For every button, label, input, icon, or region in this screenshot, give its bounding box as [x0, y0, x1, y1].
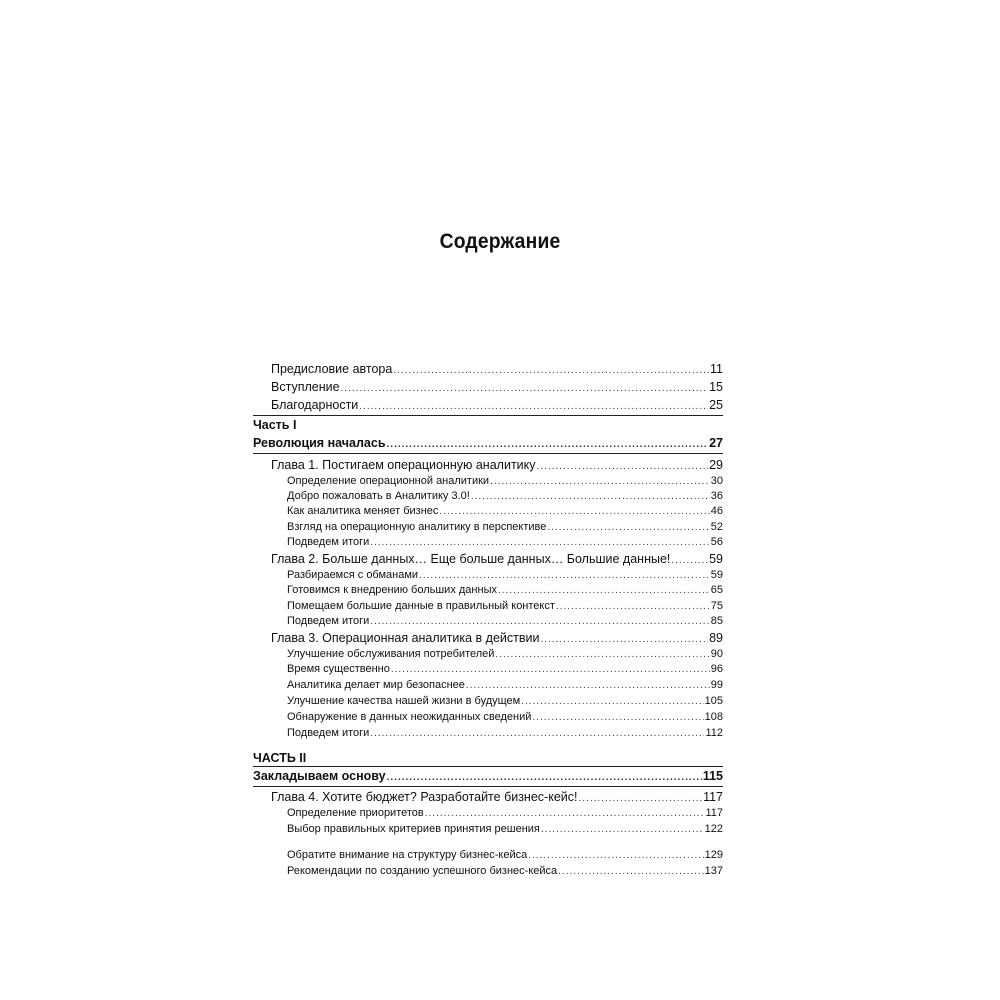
toc-page-number: 15: [709, 380, 723, 394]
leader-dots: [370, 614, 709, 630]
toc-page-number: 117: [705, 807, 723, 819]
toc-entry-label: Время существенно: [287, 663, 390, 675]
toc-entry-label: Подведем итоги: [287, 536, 370, 548]
table-of-contents: [253, 0, 723, 1000]
toc-page-number: 46: [710, 505, 723, 517]
toc-entry-label: Глава 4. Хотите бюджет? Разработайте бизнес-кейс!: [271, 790, 578, 804]
toc-entry-label: Революция началась: [253, 436, 386, 450]
leader-dots: [393, 363, 709, 379]
part-number-label: ЧАСТЬ II: [253, 751, 307, 765]
leader-dots: [532, 710, 703, 726]
toc-entry-label: Предисловие автора: [271, 362, 393, 376]
toc-entry-label: Глава 3. Операционная аналитика в действии: [271, 631, 540, 645]
toc-entry-label: Улучшение качества нашей жизни в будущем: [287, 695, 521, 707]
toc-entry-label: Разбираемся с обманами: [287, 569, 419, 581]
leader-dots: [521, 694, 703, 710]
toc-entry-acknowledgements[interactable]: [271, 397, 723, 415]
toc-entry-label: Подведем итоги: [287, 727, 370, 739]
toc-entry-label: Глава 2. Больше данных… Еще больше данных… Большие данные!: [271, 552, 671, 566]
toc-entry-section[interactable]: [287, 677, 723, 694]
toc-page-number: 108: [704, 711, 723, 723]
leader-dots: [391, 662, 710, 678]
part-number-label: Часть I: [253, 418, 297, 432]
toc-page-number: 115: [702, 769, 723, 783]
toc-entry-preface[interactable]: [271, 361, 723, 379]
toc-entry-label: Благодарности: [271, 398, 359, 412]
toc-page-number: 29: [709, 458, 723, 472]
toc-entry-label: Глава 1. Постигаем операционную аналитику: [271, 458, 536, 472]
leader-dots: [341, 381, 709, 397]
leader-dots: [387, 770, 702, 786]
part-number: [253, 750, 723, 766]
part-divider: [253, 415, 723, 416]
toc-entry-part1[interactable]: [253, 435, 723, 453]
page-title: Содержание: [439, 230, 561, 253]
part-divider: [253, 786, 723, 787]
leader-dots: [370, 535, 709, 551]
toc-page-number: 30: [710, 475, 723, 487]
part-divider: [253, 453, 723, 454]
toc-page-number: 129: [704, 849, 723, 861]
leader-dots: [359, 399, 708, 415]
toc-page-number: 99: [710, 679, 723, 691]
toc-page-number: 85: [710, 615, 723, 627]
toc-entry-label: Закладываем основу: [253, 769, 386, 783]
toc-page-number: 96: [710, 663, 723, 675]
toc-entry-label: Аналитика делает мир безопаснее: [287, 679, 465, 691]
leader-dots: [498, 583, 710, 599]
toc-page-number: 56: [710, 536, 723, 548]
toc-page-number: 52: [710, 521, 723, 533]
toc-page-number: 90: [710, 648, 723, 660]
toc-entry-label: Определение приоритетов: [287, 807, 424, 819]
leader-dots: [370, 726, 704, 742]
toc-page-number: 36: [710, 490, 723, 502]
toc-page-number: 11: [710, 362, 723, 376]
leader-dots: [425, 806, 705, 822]
toc-entry-section[interactable]: [287, 821, 723, 838]
part-divider: [253, 766, 723, 767]
toc-entry-label: Вступление: [271, 380, 340, 394]
toc-entry-label: Определение операционной аналитики: [287, 475, 490, 487]
toc-entry-section[interactable]: [287, 805, 723, 822]
toc-entry-section[interactable]: [287, 709, 723, 726]
toc-entry-section[interactable]: [287, 534, 723, 551]
toc-entry-section[interactable]: [287, 725, 723, 742]
toc-page-number: 27: [709, 436, 723, 450]
toc-entry-label: Рекомендации по созданию успешного бизнес-кейса: [287, 865, 558, 877]
toc-page-number: 65: [710, 584, 723, 596]
toc-entry-label: Подведем итоги: [287, 615, 370, 627]
toc-entry-label: Как аналитика меняет бизнес: [287, 505, 439, 517]
toc-entry-section[interactable]: [287, 847, 723, 864]
leader-dots: [541, 822, 704, 838]
toc-entry-section[interactable]: [287, 661, 723, 678]
leader-dots: [466, 678, 710, 694]
leader-dots: [558, 864, 703, 880]
toc-page-number: 122: [704, 823, 723, 835]
toc-page-number: 59: [709, 552, 723, 566]
toc-page-number: 105: [704, 695, 723, 707]
toc-entry-section[interactable]: [287, 503, 723, 520]
toc-entry-introduction[interactable]: [271, 379, 723, 397]
toc-page-number: 75: [710, 600, 723, 612]
toc-entry-label: Готовимся к внедрению больших данных: [287, 584, 497, 596]
toc-page-number: 89: [709, 631, 723, 645]
toc-entry-label: Добро пожаловать в Аналитику 3.0!: [287, 490, 470, 502]
toc-entry-label: Улучшение обслуживания потребителей: [287, 648, 495, 660]
toc-entry-label: Обнаружение в данных неожиданных сведений: [287, 711, 532, 723]
toc-page-number: 112: [705, 727, 723, 739]
toc-entry-section[interactable]: [287, 613, 723, 630]
toc-entry-label: Обратите внимание на структуру бизнес-кейса: [287, 849, 528, 861]
toc-entry-label: Помещаем большие данные в правильный контекст: [287, 600, 555, 612]
toc-page-number: 117: [703, 790, 723, 804]
toc-entry-label: Выбор правильных критериев принятия решения: [287, 823, 540, 835]
toc-entry-section[interactable]: [287, 863, 723, 880]
leader-dots: [387, 437, 709, 453]
toc-page-number: 59: [710, 569, 723, 581]
toc-entry-section[interactable]: [287, 693, 723, 710]
toc-entry-section[interactable]: [287, 582, 723, 599]
part-number: [253, 417, 723, 433]
toc-entry-label: Взгляд на операционную аналитику в перспективе: [287, 521, 547, 533]
toc-page-number: 137: [704, 865, 723, 877]
toc-entry-part2[interactable]: [253, 768, 723, 786]
leader-dots: [439, 504, 709, 520]
leader-dots: [528, 848, 703, 864]
toc-page-number: 25: [709, 398, 723, 412]
